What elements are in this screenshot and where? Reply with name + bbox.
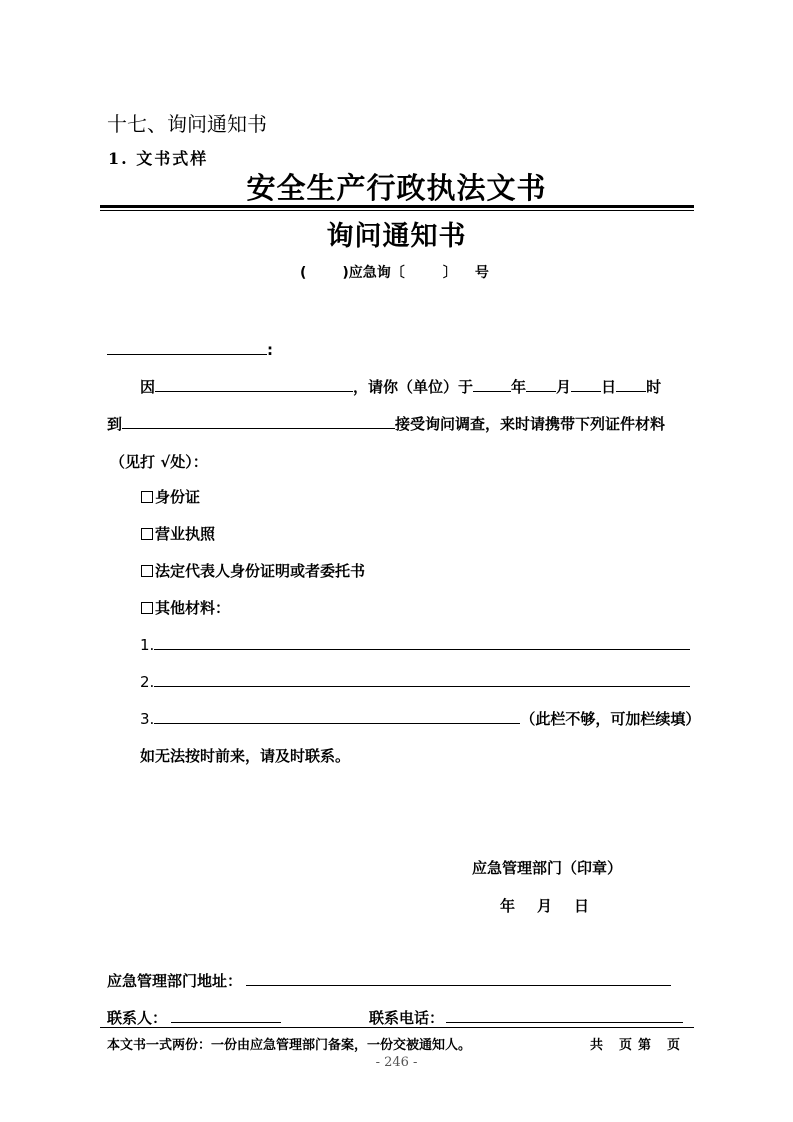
contact-person-field[interactable] [107,1007,281,1028]
summons-location-line [107,413,665,434]
check-item-legal-rep-proof[interactable] [141,560,365,581]
location-blank[interactable] [122,413,395,429]
material-blank[interactable] [154,708,520,724]
addressee-blank[interactable] [107,339,267,355]
check-instruction: （见打 √处）： [110,453,208,471]
line-number: 3. [140,710,155,728]
signature-month: 月 [537,897,553,915]
checkbox[interactable] [141,565,153,577]
checkbox[interactable] [141,602,153,614]
check-label: 法定代表人身份证明或者委托书 [155,562,366,580]
check-item-other-materials[interactable] [141,597,230,618]
phone-label: 联系电话： [369,1009,445,1027]
check-label: 营业执照 [155,525,216,543]
hour-label: 时 [646,378,662,396]
nth-label: 第 [638,1038,652,1053]
material-blank[interactable] [154,634,690,650]
doc-title: 询问通知书 [326,221,467,252]
check-item-id-card[interactable] [141,486,200,507]
addressee-line[interactable] [107,339,273,359]
material-blank[interactable] [154,671,690,687]
line-number: 2. [140,673,155,691]
signature-day: 日 [574,897,590,915]
request-text: ，请你（单位）于 [353,378,474,396]
addressee-colon: : [267,341,273,359]
sub-heading: 1. 文书式样 [108,149,209,168]
page-count [590,1034,680,1053]
doc-number [300,262,489,282]
checkbox[interactable] [141,491,153,503]
because-label: 因 [140,378,156,396]
section-heading: 十七、询问通知书 [107,112,267,136]
checkbox[interactable] [141,528,153,540]
check-item-business-license[interactable] [141,523,215,544]
total-label: 共 [590,1038,604,1053]
month-label: 月 [556,378,572,396]
copies-note: 本文书一式两份：一份由应急管理部门备案，一份交被通知人。 [107,1038,472,1053]
material-line-1[interactable] [140,634,690,654]
check-label: 其他材料： [155,599,231,617]
contact-blank[interactable] [171,1007,281,1023]
continue-note: （此栏不够，可加栏续填） [520,710,701,728]
check-label: 身份证 [155,488,201,506]
title-rule-thin [100,210,694,211]
page-label-2: 页 [667,1038,681,1053]
hour-blank[interactable] [616,376,646,392]
summons-reason-line [140,376,661,397]
material-line-3[interactable] [140,708,700,729]
year-label: 年 [511,378,527,396]
address-label: 应急管理部门地址： [107,972,243,990]
month-blank[interactable] [526,376,556,392]
footer-rule [100,1027,694,1028]
phone-field[interactable] [369,1007,683,1028]
line-number: 1. [140,636,155,654]
signature-year: 年 [500,897,516,915]
doc-number-close-bracket: 〕 [442,265,457,281]
address-field[interactable] [107,970,671,991]
page-label: 页 [619,1038,633,1053]
reason-blank[interactable] [155,376,353,392]
page-number: - 246 - [375,1055,418,1070]
title-rule-thick [100,205,694,208]
phone-blank[interactable] [446,1007,683,1023]
signature-date [500,895,589,916]
contact-label: 联系人： [107,1009,168,1027]
day-blank[interactable] [571,376,601,392]
to-label: 到 [107,415,123,433]
doc-number-agency: )应急询〔 [342,265,405,281]
issuing-department-seal: 应急管理部门（印章） [472,859,623,877]
location-rest-text: 接受询问调查，来时请携带下列证件材料 [395,415,666,433]
agency-title: 安全生产行政执法文书 [246,171,547,205]
contact-note: 如无法按时前来，请及时联系。 [140,747,351,765]
material-line-2[interactable] [140,671,690,691]
doc-number-suffix: 号 [474,265,489,281]
year-blank[interactable] [473,376,511,392]
address-blank[interactable] [246,970,671,986]
doc-number-open-paren: ( [300,265,307,281]
day-label: 日 [601,378,617,396]
